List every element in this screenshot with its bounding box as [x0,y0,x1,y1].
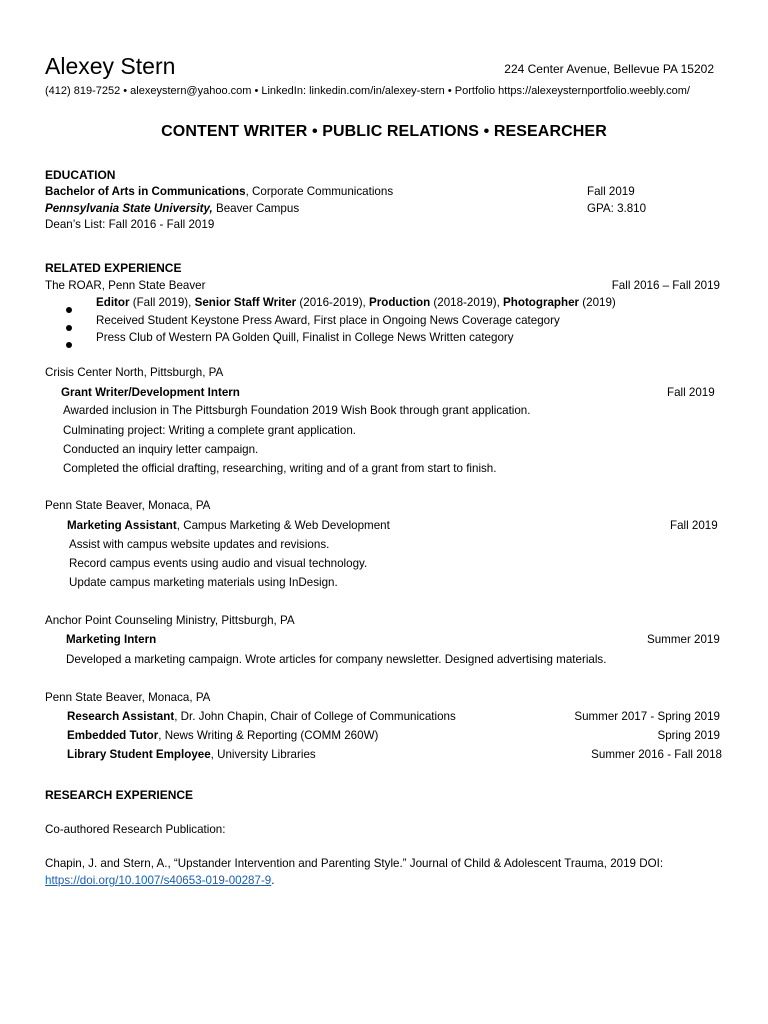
crisis-line-2: Culminating project: Writing a complete grant application. [63,424,356,437]
campus: Beaver Campus [212,202,300,215]
psb-marketing-role-line [67,519,390,533]
psb-marketing-line-1: Assist with campus website updates and revisions. [69,538,330,551]
crisis-role: Grant Writer/Development Intern [61,386,240,399]
bullet-icon [66,335,72,353]
psb-marketing-line-3: Update campus marketing materials using InDesign. [69,576,338,589]
research-assistant-line [67,710,456,724]
anchor-org: Anchor Point Counseling Ministry, Pittsburgh, PA [45,614,295,627]
research-subheading: Co-authored Research Publication: [45,823,226,836]
library-employee-date: Summer 2016 - Fall 2018 [591,748,722,761]
bullet-icon [66,300,72,318]
resume-name: Alexey Stern [45,53,176,79]
psb-marketing-org: Penn State Beaver, Monaca, PA [45,499,211,512]
school: Pennsylvania State University, [45,202,213,215]
gpa: GPA: 3.810 [587,202,647,215]
roar-award-2: Press Club of Western PA Golden Quill, Finalist in College News Written category [96,331,514,344]
research-assistant-detail: , Dr. John Chapin, Chair of College of Communications [174,710,456,723]
degree-line [45,185,393,199]
psb-marketing-date: Fall 2019 [670,519,718,532]
psb-marketing-role: Marketing Assistant [67,519,177,532]
anchor-date: Summer 2019 [647,633,720,646]
research-experience-heading: RESEARCH EXPERIENCE [45,788,194,802]
anchor-role: Marketing Intern [66,633,157,646]
crisis-line-4: Completed the official drafting, researching, writing and of a grant from start to finish. [63,462,497,475]
embedded-tutor-detail: , News Writing & Reporting (COMM 260W) [158,729,379,742]
role-production-dates: (2018-2019), [430,296,504,309]
psb-marketing-line-2: Record campus events using audio and visual technology. [69,557,368,570]
roar-date: Fall 2016 – Fall 2019 [611,279,720,292]
library-employee-line [67,748,316,762]
embedded-tutor-role: Embedded Tutor [67,729,159,742]
psb-research-org: Penn State Beaver, Monaca, PA [45,691,211,704]
crisis-org: Crisis Center North, Pittsburgh, PA [45,366,224,379]
research-assistant-role: Research Assistant [67,710,175,723]
crisis-line-1: Awarded inclusion in The Pittsburgh Foundation 2019 Wish Book through grant application. [63,404,531,417]
embedded-tutor-line [67,729,378,743]
degree-date: Fall 2019 [587,185,635,198]
address: 224 Center Avenue, Bellevue PA 15202 [504,62,714,76]
roar-roles [96,296,616,310]
school-line [45,202,299,216]
contact-line: (412) 819-7252 • alexeystern@yahoo.com • LinkedIn: linkedin.com/in/alexey-stern • Portfolio https://alexeysternportfolio.weebly.com/ [45,85,690,97]
bullet-icon [66,318,72,336]
library-employee-role: Library Student Employee [67,748,211,761]
role-senior-writer: Senior Staff Writer [194,296,297,309]
doi-period: . [271,874,275,887]
degree: Bachelor of Arts in Communications [45,185,246,198]
role-senior-writer-dates: (2016-2019), [296,296,370,309]
embedded-tutor-date: Spring 2019 [657,729,720,742]
crisis-date: Fall 2019 [667,386,715,399]
doi-line [45,874,274,888]
library-employee-detail: , University Libraries [210,748,316,761]
degree-major: , Corporate Communications [245,185,394,198]
citation: Chapin, J. and Stern, A., “Upstander Intervention and Parenting Style.” Journal of Child & Adolescent Trauma, 2019 DOI: [45,857,664,870]
psb-marketing-dept: , Campus Marketing & Web Development [176,519,390,532]
role-photographer: Photographer [503,296,580,309]
anchor-line-1: Developed a marketing campaign. Wrote articles for company newsletter. Designed advertising materials. [66,653,607,666]
role-production: Production [369,296,431,309]
doi-link[interactable]: https://doi.org/10.1007/s40653-019-00287-9 [45,874,272,887]
research-assistant-date: Summer 2017 - Spring 2019 [574,710,720,723]
crisis-line-3: Conducted an inquiry letter campaign. [63,443,259,456]
headline: CONTENT WRITER • PUBLIC RELATIONS • RESEARCHER [161,123,607,140]
role-editor: Editor [96,296,130,309]
role-editor-dates: (Fall 2019), [129,296,195,309]
roar-award-1: Received Student Keystone Press Award, First place in Ongoing News Coverage category [96,314,560,327]
role-photographer-dates: (2019) [579,296,616,309]
roar-org: The ROAR, Penn State Beaver [45,279,206,292]
deans-list: Dean’s List: Fall 2016 - Fall 2019 [45,218,215,231]
education-heading: EDUCATION [45,168,116,182]
related-experience-heading: RELATED EXPERIENCE [45,261,182,275]
